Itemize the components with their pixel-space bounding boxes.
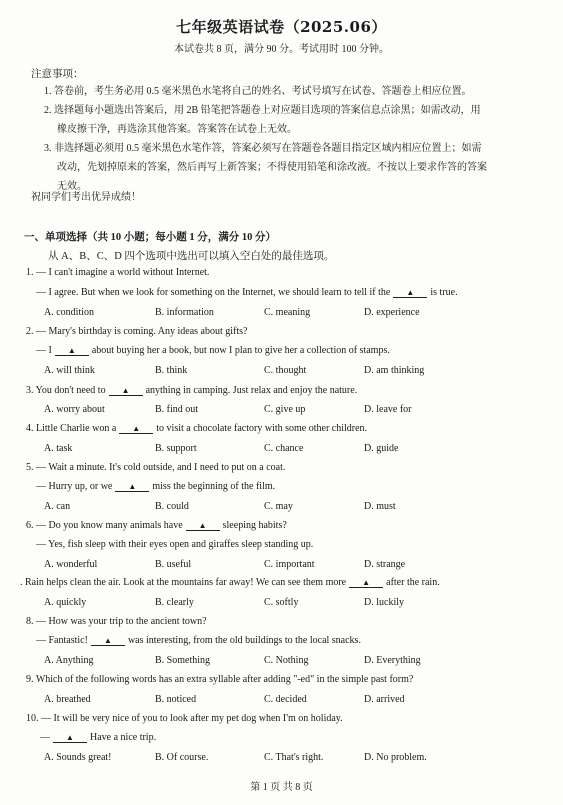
option-b: B. information xyxy=(155,307,214,318)
question-4: 4. Little Charlie won a ▲ to visit a chocolate factory with some other children. xyxy=(26,423,368,434)
note-text-cont: 无效。 xyxy=(57,181,87,192)
answer-blank: ▲ xyxy=(186,521,220,531)
notes-heading: 注意事项： xyxy=(31,69,84,80)
question-10-line-2: — ▲ Have a nice trip. xyxy=(40,732,157,743)
question-3: 3. You don't need to ▲ anything in camping. Just relax and enjoy the nature. xyxy=(26,385,358,396)
answer-blank: ▲ xyxy=(119,424,153,434)
option-d: D. Everything xyxy=(364,655,421,666)
option-c: C. important xyxy=(264,559,315,570)
option-a: A. breathed xyxy=(44,694,91,705)
question-1-line-2: — I agree. But when we look for something on the Internet, we should learn to tell if the ▲ is true. xyxy=(36,287,458,298)
question-5-line-2: — Hurry up, or we ▲ miss the beginning of the film. xyxy=(36,481,276,492)
option-a: A. condition xyxy=(44,307,94,318)
option-a: A. Sounds great! xyxy=(44,752,112,763)
note-item-2 xyxy=(44,101,544,139)
answer-blank: ▲ xyxy=(53,733,87,743)
option-a: A. task xyxy=(44,443,73,454)
section-instruction: 从 A、B、C、D 四个选项中选出可以填入空白处的最佳选项。 xyxy=(48,251,335,262)
option-d: D. must xyxy=(364,501,396,512)
option-c: C. Nothing xyxy=(264,655,309,666)
answer-blank: ▲ xyxy=(393,288,427,298)
page-title: 七年级英语试卷（2025.06） xyxy=(176,18,387,36)
note-text: 2. 选择题每小题选出答案后，用 2B 铅笔把答题卷上对应题目选项的答案信息点涂黑；如需改动，用 xyxy=(44,105,481,116)
option-d: D. guide xyxy=(364,443,399,454)
option-b: B. Of course. xyxy=(155,752,209,763)
option-d: D. No problem. xyxy=(364,752,427,763)
question-8-line-2: — Fantastic! ▲ was interesting, from the old buildings to the local snacks. xyxy=(36,635,361,646)
exam-info: 本试卷共 8 页，满分 90 分。考试用时 100 分钟。 xyxy=(174,44,389,55)
question-6-line-2: — Yes, fish sleep with their eyes open and giraffes sleep standing up. xyxy=(36,539,314,550)
question-10: 10. — It will be very nice of you to look after my pet dog when I'm on holiday. xyxy=(26,713,343,724)
option-a: A. wonderful xyxy=(44,559,98,570)
option-c: C. chance xyxy=(264,443,304,454)
question-6: 6. — Do you know many animals have ▲ sleeping habits? xyxy=(26,520,287,531)
question-9: 9. Which of the following words has an extra syllable after adding "-ed" in the simple past form? xyxy=(26,674,414,685)
option-b: B. support xyxy=(155,443,197,454)
question-7: . Rain helps clean the air. Look at the mountains far away! We can see them more ▲ after the rain. xyxy=(20,577,440,588)
option-b: B. Something xyxy=(155,655,211,666)
answer-blank: ▲ xyxy=(55,346,89,356)
page-number: 第 1 页 共 8 页 xyxy=(250,782,313,793)
option-d: D. luckily xyxy=(364,597,404,608)
option-b: B. find out xyxy=(155,404,199,415)
option-b: B. think xyxy=(155,365,188,376)
answer-blank: ▲ xyxy=(349,578,383,588)
note-item-1 xyxy=(44,82,544,101)
option-c: C. give up xyxy=(264,404,306,415)
question-2-line-2: — I ▲ about buying her a book, but now I plan to give her a collection of stamps. xyxy=(36,345,390,356)
option-a: A. can xyxy=(44,501,71,512)
note-text-cont: 橡皮擦干净，再选涂其他答案。答案答在试卷上无效。 xyxy=(57,124,297,135)
note-text: 3. 非选择题必须用 0.5 毫米黑色水笔作答，答案必须写在答题卷各题目指定区域内相应位置上；如需 xyxy=(44,143,482,154)
option-c: C. thought xyxy=(264,365,307,376)
option-a: A. will think xyxy=(44,365,95,376)
option-d: D. am thinking xyxy=(364,365,425,376)
question-2: 2. — Mary's birthday is coming. Any ideas about gifts? xyxy=(26,326,248,337)
option-d: D. arrived xyxy=(364,694,405,705)
section-title: 一、单项选择（共 10 小题；每小题 1 分，满分 10 分） xyxy=(24,232,276,243)
answer-blank: ▲ xyxy=(109,386,143,396)
option-a: A. worry about xyxy=(44,404,105,415)
option-a: A. quickly xyxy=(44,597,87,608)
option-a: A. Anything xyxy=(44,655,94,666)
question-8: 8. — How was your trip to the ancient town? xyxy=(26,616,207,627)
answer-blank: ▲ xyxy=(115,482,149,492)
option-b: B. noticed xyxy=(155,694,197,705)
option-d: D. experience xyxy=(364,307,420,318)
note-text: 1. 答卷前，考生务必用 0.5 毫米黑色水笔将自己的姓名、考试号填写在试卷、答题卷上相应位置。 xyxy=(44,86,472,97)
note-text-cont: 改动，先划掉原来的答案，然后再写上新答案；不得使用铅笔和涂改液。不按以上要求作答的答案 xyxy=(57,162,487,173)
answer-blank: ▲ xyxy=(91,636,125,646)
option-c: C. meaning xyxy=(264,307,311,318)
option-c: C. softly xyxy=(264,597,299,608)
option-b: B. clearly xyxy=(155,597,194,608)
option-b: B. useful xyxy=(155,559,192,570)
option-c: C. decided xyxy=(264,694,307,705)
question-1: 1. — I can't imagine a world without Internet. xyxy=(26,267,210,278)
option-b: B. could xyxy=(155,501,189,512)
option-d: D. strange xyxy=(364,559,406,570)
option-c: C. may xyxy=(264,501,293,512)
question-5: 5. — Wait a minute. It's cold outside, and I need to put on a coat. xyxy=(26,462,286,473)
option-c: C. That's right. xyxy=(264,752,324,763)
wish-text: 祝同学们考出优异成绩！ xyxy=(31,192,141,203)
option-d: D. leave for xyxy=(364,404,412,415)
